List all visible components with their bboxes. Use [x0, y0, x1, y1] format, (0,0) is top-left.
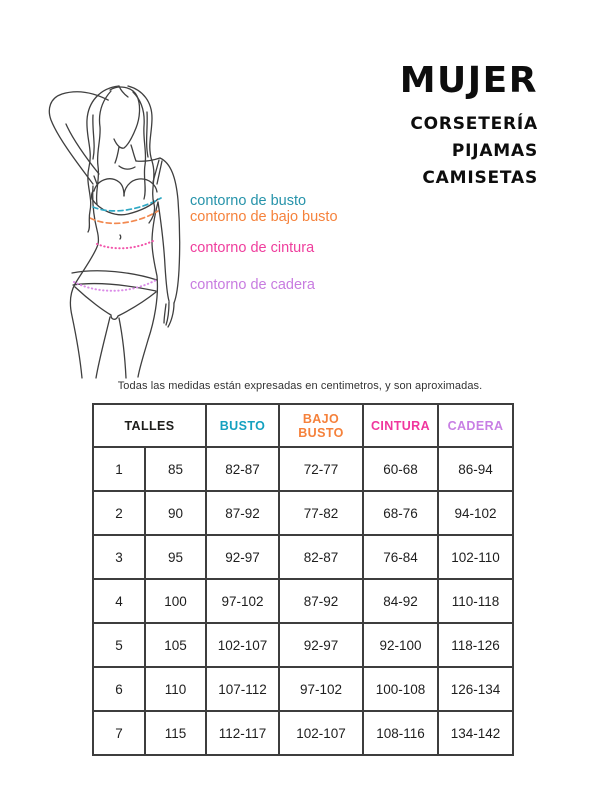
cell-talle: 1 [93, 447, 145, 491]
cell-cadera: 86-94 [438, 447, 513, 491]
woman-figure-svg [40, 60, 205, 380]
cell-cintura: 76-84 [363, 535, 438, 579]
cell-size: 85 [145, 447, 206, 491]
header-cadera: CADERA [438, 404, 513, 447]
title-block [400, 62, 538, 192]
cell-size: 90 [145, 491, 206, 535]
header-cintura: CINTURA [363, 404, 438, 447]
header-busto: BUSTO [206, 404, 279, 447]
cell-busto: 82-87 [206, 447, 279, 491]
cell-bajo-busto: 102-107 [279, 711, 363, 755]
cell-size: 95 [145, 535, 206, 579]
cell-cintura: 84-92 [363, 579, 438, 623]
header-talles: TALLES [93, 404, 206, 447]
underbust-label: contorno de bajo busto [190, 209, 338, 225]
figure-bra-band [92, 191, 158, 215]
figure-navel [120, 235, 121, 239]
figure-arm-inner [158, 202, 169, 301]
table-row [93, 491, 513, 535]
table-row [93, 579, 513, 623]
cell-busto: 102-107 [206, 623, 279, 667]
figure-bra-right-cup [124, 179, 157, 196]
cell-bajo-busto: 92-97 [279, 623, 363, 667]
bust-label: contorno de busto [190, 193, 307, 209]
table-row [93, 667, 513, 711]
hip-label: contorno de cadera [190, 277, 315, 293]
category-corseteria: CORSETERÍA [410, 114, 538, 134]
woman-figure-illustration [40, 60, 205, 380]
cell-bajo-busto: 72-77 [279, 447, 363, 491]
cell-cadera: 126-134 [438, 667, 513, 711]
cell-talle: 4 [93, 579, 145, 623]
header-bajo-busto: BAJO BUSTO [279, 404, 363, 447]
cell-bajo-busto: 77-82 [279, 491, 363, 535]
cell-cadera: 94-102 [438, 491, 513, 535]
cell-size: 105 [145, 623, 206, 667]
waist-measure-line [97, 241, 153, 248]
figure-neck [115, 145, 136, 163]
cell-talle: 2 [93, 491, 145, 535]
cell-busto: 87-92 [206, 491, 279, 535]
cell-bajo-busto: 82-87 [279, 535, 363, 579]
cell-cadera: 110-118 [438, 579, 513, 623]
category-list [400, 111, 538, 192]
table-row [93, 447, 513, 491]
table-row [93, 711, 513, 755]
cell-cintura: 108-116 [363, 711, 438, 755]
page-title: MUJER [399, 60, 538, 101]
category-camisetas: CAMISETAS [422, 168, 538, 188]
underbust-measure-line [90, 211, 158, 223]
cell-busto: 112-117 [206, 711, 279, 755]
table-row [93, 623, 513, 667]
figure-panty-band [72, 271, 157, 291]
cell-talle: 7 [93, 711, 145, 755]
size-table [92, 403, 514, 756]
figure-raised-arm [49, 92, 110, 184]
cell-cadera: 134-142 [438, 711, 513, 755]
figure-collarbone [119, 166, 135, 169]
figure-hand [164, 302, 174, 327]
figure-inner-thighs [96, 317, 126, 378]
waist-label: contorno de cintura [190, 240, 315, 256]
cell-cintura: 60-68 [363, 447, 438, 491]
cell-cadera: 102-110 [438, 535, 513, 579]
cell-bajo-busto: 87-92 [279, 579, 363, 623]
cell-talle: 6 [93, 667, 145, 711]
cell-talle: 3 [93, 535, 145, 579]
cell-size: 110 [145, 667, 206, 711]
table-row [93, 535, 513, 579]
figure-shoulder [136, 158, 160, 161]
cell-cadera: 118-126 [438, 623, 513, 667]
cell-talle: 5 [93, 623, 145, 667]
cell-busto: 92-97 [206, 535, 279, 579]
cell-busto: 107-112 [206, 667, 279, 711]
cell-busto: 97-102 [206, 579, 279, 623]
measurements-note: Todas las medidas están expresadas en centimetros, y son aproximadas. [117, 380, 483, 392]
cell-bajo-busto: 97-102 [279, 667, 363, 711]
cell-cintura: 100-108 [363, 667, 438, 711]
cell-size: 100 [145, 579, 206, 623]
figure-panty-v [75, 287, 156, 319]
cell-cintura: 68-76 [363, 491, 438, 535]
table-header-row [93, 404, 513, 447]
figure-arm-outer [160, 158, 180, 303]
figure-head [106, 86, 140, 148]
cell-cintura: 92-100 [363, 623, 438, 667]
cell-size: 115 [145, 711, 206, 755]
category-pijamas: PIJAMAS [451, 141, 538, 161]
